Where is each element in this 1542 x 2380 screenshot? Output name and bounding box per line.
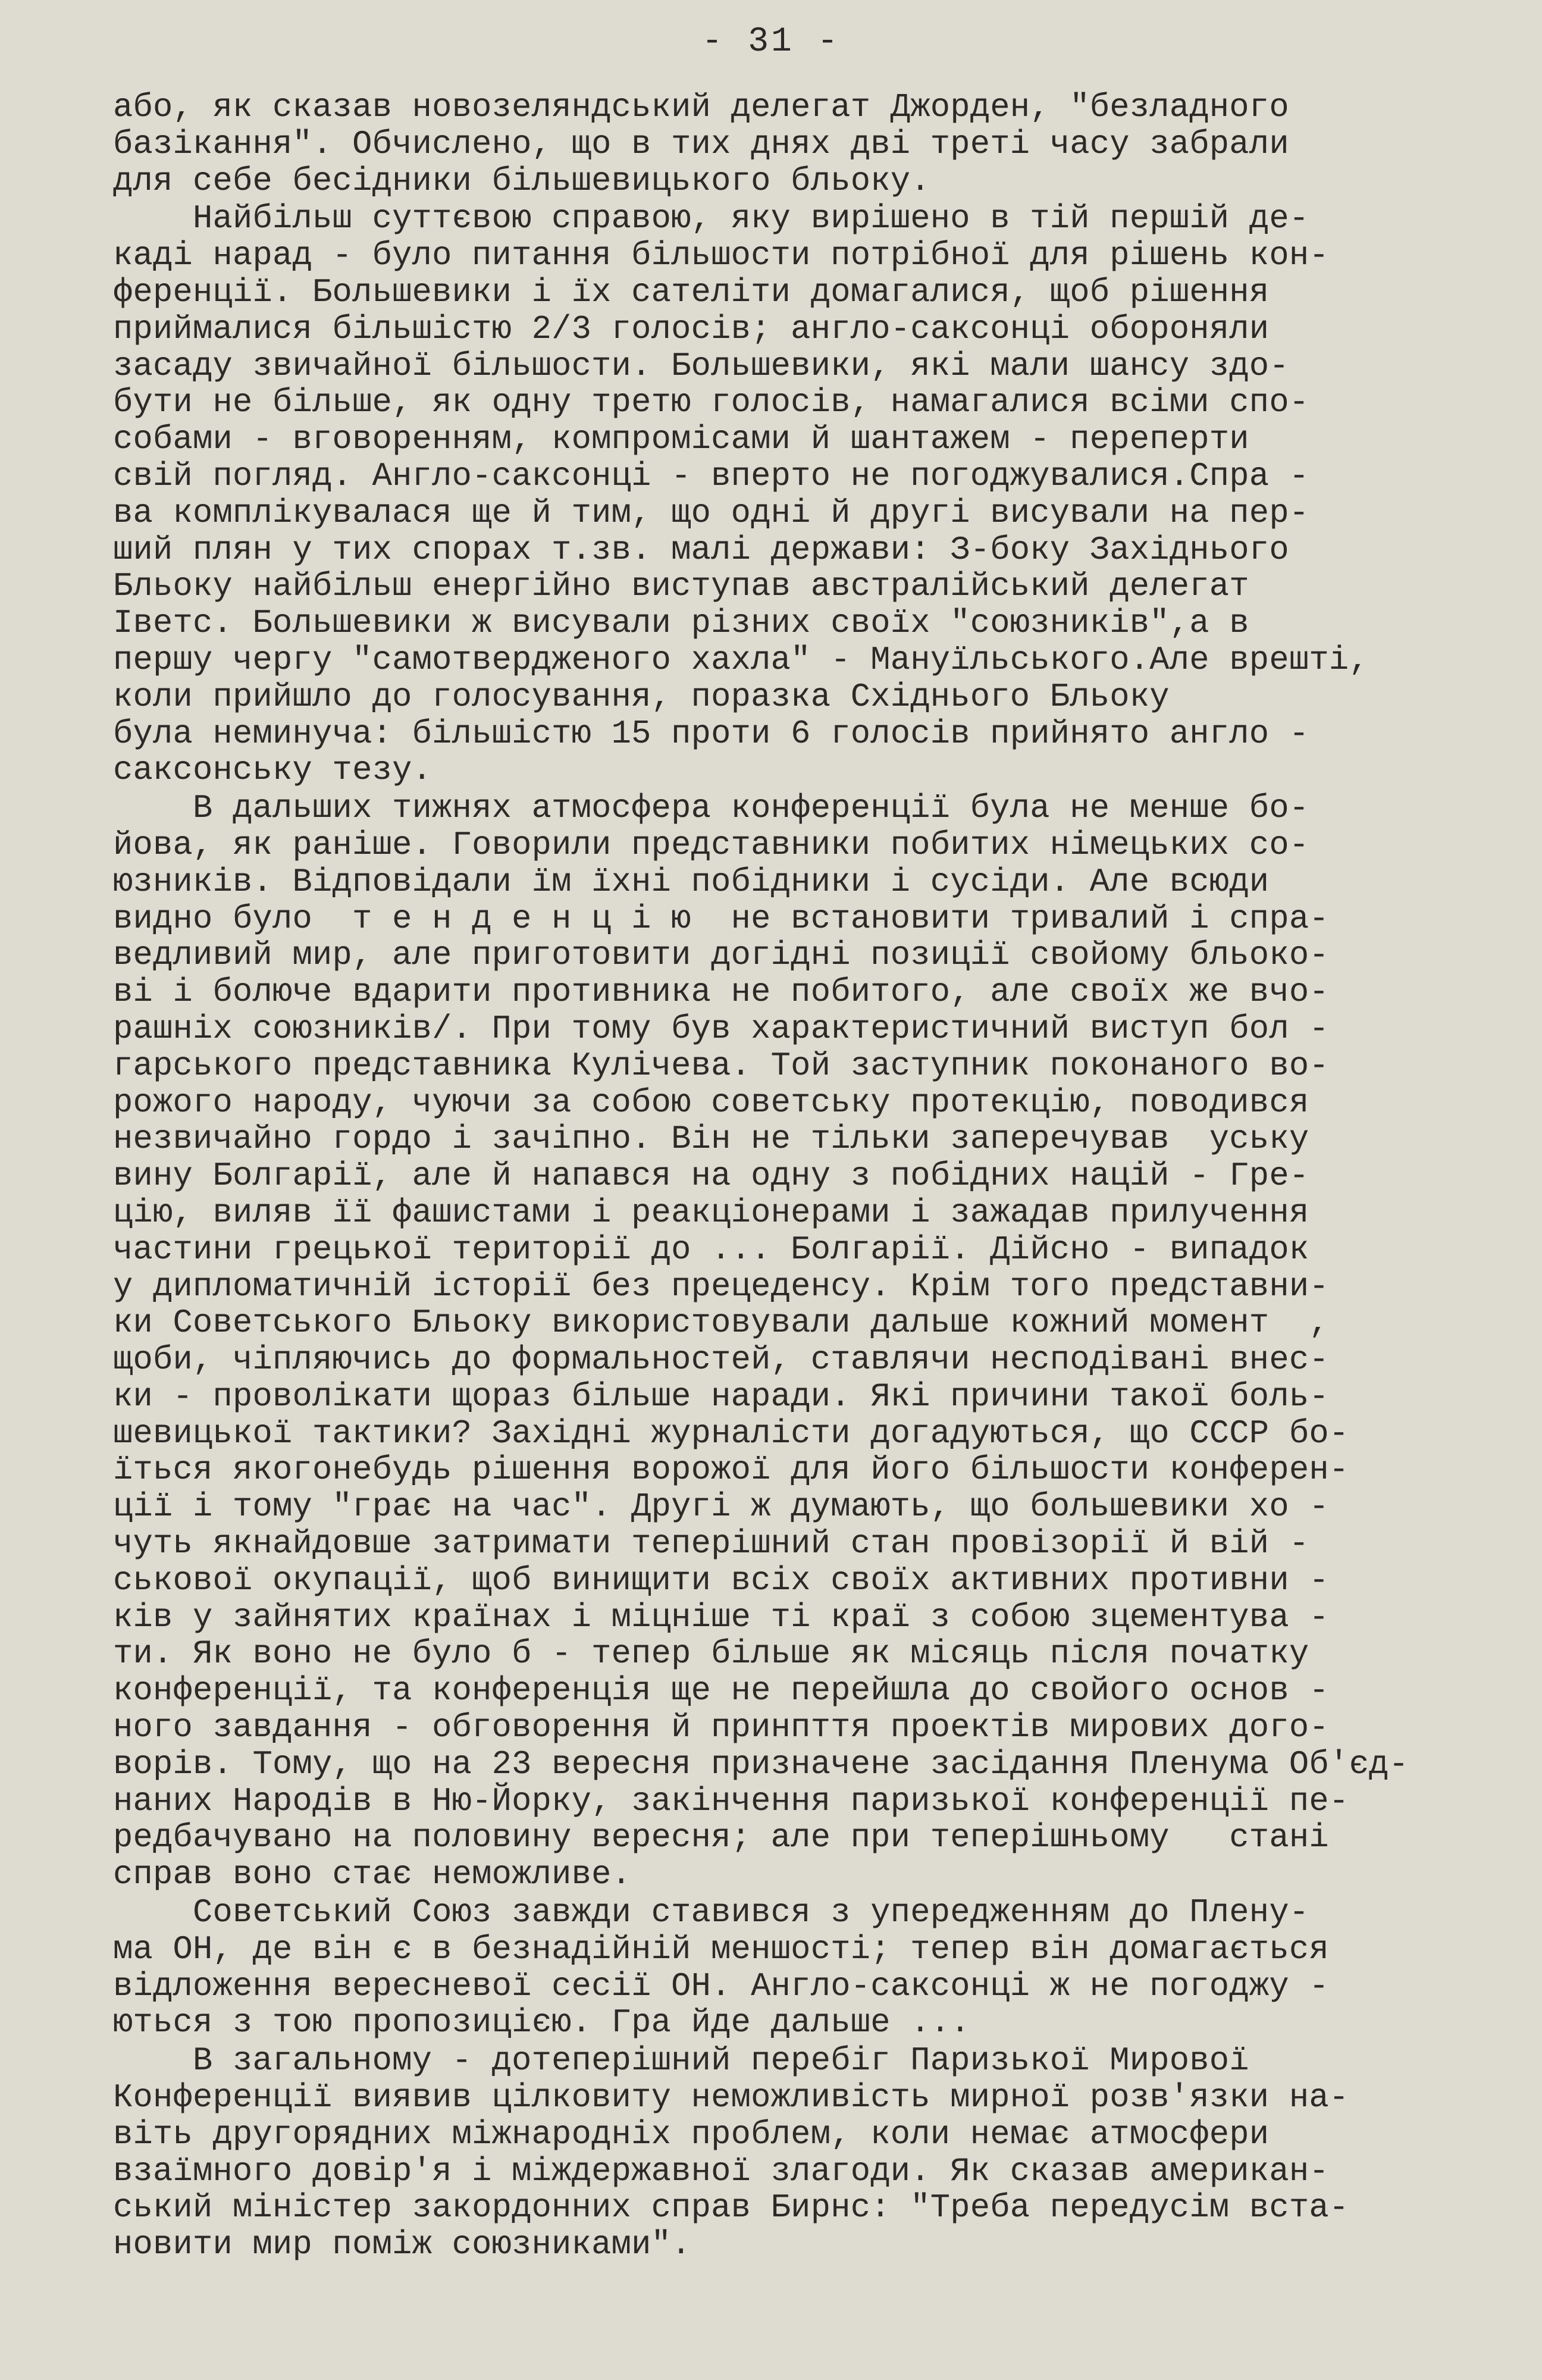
text-line: цію, виляв її фашистами і реакціонерами і зажадав прилучення <box>113 1194 1309 1232</box>
text-line: ший плян у тих спорах т.зв. малі держави: З-боку Західнього <box>113 531 1289 569</box>
text-line: ві і болюче вдарити противника не побитого, але своїх же вчо- <box>113 973 1329 1012</box>
text-line: гарського представника Кулічева. Той заступник поконаного во- <box>113 1047 1329 1085</box>
text-line: Конференції виявив цілковиту неможливість мирної розв'язки на- <box>113 2079 1349 2117</box>
text-line: відложення вересневої сесії ОН. Англо-саксонці ж не погоджу - <box>113 1967 1329 2005</box>
text-line: ма ОН, де він є в безнадійній меншості; тепер він домагається <box>113 1930 1329 1968</box>
text-line: приймалися більшістю 2/3 голосів; англо-саксонці обороняли <box>113 310 1270 348</box>
text-line: ворів. Тому, що на 23 вересня призначене засідання Пленума Об'єд- <box>113 1745 1409 1783</box>
text-line: незвичайно гордо і зачіпно. Він не тільки заперечував уську <box>113 1120 1309 1158</box>
text-line: саксонську тезу. <box>113 751 432 790</box>
text-line: вину Болгарії, але й напався на одну з побідних націй - Гре- <box>113 1157 1309 1195</box>
text-line: йова, як раніше. Говорили представники побитих німецьких со- <box>113 826 1309 864</box>
text-line: їться якогонебудь рішення ворожої для його більшости конферен- <box>113 1451 1349 1489</box>
text-line: рашніх союзників/. При тому був характеристичний виступ бол - <box>113 1010 1329 1048</box>
text-line: базікання". Обчислено, що в тих днях дві треті часу забрали <box>113 125 1289 163</box>
text-line: ведливий мир, але приготовити догідні позиції свойому бльоко- <box>113 937 1329 975</box>
text-line: коли прийшло до голосування, поразка Східнього Бльоку <box>113 678 1170 716</box>
text-line: Советський Союз завжди ставився з упередженням до Пленy- <box>113 1894 1309 1932</box>
text-line: Бльоку найбільш енергійно виступав австралійський делегат <box>113 568 1249 606</box>
text-line: ються з тою пропозицією. Гра йде дальше ... <box>113 2004 970 2042</box>
text-line: ва комплікувалася ще й тим, що одні й другі висували на пер- <box>113 494 1309 532</box>
text-line: частини грецької території до ... Болгарії. Дійсно - випадок <box>113 1230 1309 1269</box>
paragraph <box>113 1894 1452 2041</box>
text-line: віть другорядних міжнародніх проблем, коли немає атмосфери <box>113 2115 1270 2153</box>
text-line: у дипломатичній історії без прецеденсу. Крім того представни- <box>113 1267 1329 1305</box>
text-line: бути не більше, як одну третю голосів, намагалися всіми спо- <box>113 384 1309 422</box>
document-body <box>113 89 1452 2263</box>
text-line: Найбільш суттєвою справою, яку вирішено в тій першій де- <box>113 200 1309 238</box>
text-line: ки Советського Бльоку використовували дальше кожний момент , <box>113 1304 1329 1342</box>
text-line: засаду звичайної більшости. Большевики, які мали шансу здо- <box>113 347 1289 385</box>
text-line: справ воно стає неможливе. <box>113 1856 632 1894</box>
text-line: шевицької тактики? Західні журналісти догадуються, що СССР бо- <box>113 1414 1349 1452</box>
text-line: ськової окупації, щоб винищити всіх своїх активних противни - <box>113 1561 1329 1599</box>
page-number: - 31 - <box>701 23 841 61</box>
text-line: конференції, та конференція ще не перейшла до свойого основ - <box>113 1672 1329 1710</box>
paragraph <box>113 790 1452 1893</box>
text-line: юзників. Відповідали їм їхні побідники і сусіди. Але всюди <box>113 863 1270 901</box>
text-line: ції і тому "грає на час". Другі ж думають, що большевики хо - <box>113 1488 1329 1526</box>
text-line: або, як сказав новозеляндський делегат Джорден, "безладного <box>113 89 1289 126</box>
text-line: редбачувано на половину вересня; але при теперішньому стані <box>113 1819 1329 1857</box>
text-line: В дальших тижнях атмосфера конференції була не менше бо- <box>113 790 1309 828</box>
text-line: ський міністер закордонних справ Бирнс: "Треба передусім вста- <box>113 2189 1349 2227</box>
text-line: ти. Як воно не було б - тепер більше як місяць після початку <box>113 1635 1309 1673</box>
text-line: ференції. Большевики і їх сателіти домагалися, щоб рішення <box>113 273 1270 311</box>
text-line: була неминуча: більшістю 15 проти 6 голосів прийнято англо - <box>113 715 1309 753</box>
text-line: ного завдання - обговорення й принпття проектів мирових дого- <box>113 1709 1329 1747</box>
text-line: для себе бесідники більшевицького бльоку. <box>113 162 930 200</box>
text-line: Іветс. Большевики ж висували різних своїх "союзників",а в <box>113 605 1249 643</box>
text-line: першу чергу "самотвердженого хахла" - Мануїльського.Але врешті, <box>113 641 1369 679</box>
text-line: свій погляд. Англо-саксонці - вперто не погоджувалися.Спра - <box>113 457 1309 495</box>
text-line: В загальному - дотеперішний перебіг Паризької Мирової <box>113 2042 1249 2080</box>
paragraph <box>113 89 1452 199</box>
text-line: новити мир поміж союзниками". <box>113 2226 691 2264</box>
text-line: щоби, чіпляючись до формальностей, ставлячи несподівані внес- <box>113 1341 1329 1379</box>
text-line: взаїмного довір'я і міждержавної злагоди. Як сказав американ- <box>113 2152 1329 2190</box>
text-line: чуть якнайдовше затримати теперішний стан провізорії й вій - <box>113 1525 1309 1563</box>
paragraph <box>113 2043 1452 2263</box>
paragraph <box>113 201 1452 789</box>
text-line: собами - вговоренням, компромісами й шантажем - переперти <box>113 421 1249 459</box>
text-line: ків у зайнятих країнах і міцніше ті краї з собою зцементува - <box>113 1598 1329 1636</box>
text-line: рожого народу, чуючи за собою советську протекцію, поводився <box>113 1083 1309 1122</box>
text-line: каді нарад - було питання більшости потрібної для рішень кон- <box>113 237 1329 275</box>
text-line: ки - проволікати щораз більше наради. Які причини такої боль- <box>113 1377 1329 1416</box>
text-line: наних Народів в Ню-Йорку, закінчення паризької конференції пе- <box>113 1782 1349 1820</box>
text-line: видно було т е н д е н ц і ю не встановити тривалий і спра- <box>113 900 1329 938</box>
